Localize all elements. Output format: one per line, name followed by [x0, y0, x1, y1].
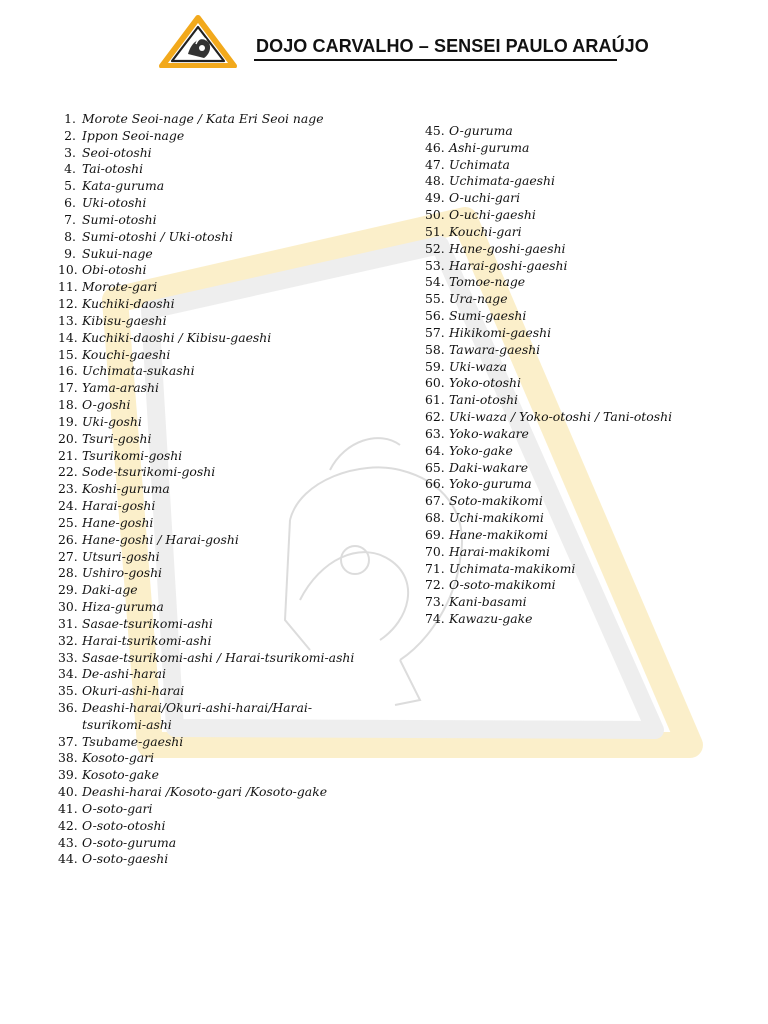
technique-name: O-uchi-gari	[449, 190, 521, 206]
technique-number: 15.	[58, 346, 78, 362]
technique-number: 9.	[64, 245, 76, 261]
technique-number: 59.	[425, 358, 445, 374]
technique-name: Ura-nage	[449, 291, 508, 307]
technique-name: Tsuri-goshi	[82, 430, 152, 446]
technique-number: 72.	[425, 577, 445, 593]
technique-number: 4.	[64, 161, 76, 177]
technique-number: 14.	[58, 329, 78, 345]
technique-number: 27.	[58, 548, 78, 564]
technique-number: 6.	[64, 195, 76, 211]
technique-name: Sode-tsurikomi-goshi	[82, 464, 216, 480]
technique-number: 43.	[58, 834, 78, 850]
technique-name: Okuri-ashi-harai	[82, 683, 185, 699]
technique-number: 35.	[58, 683, 78, 699]
technique-name: Kuchiki-daoshi	[82, 296, 175, 312]
technique-name: Harai-goshi-gaeshi	[449, 257, 568, 273]
technique-name: Obi-otoshi	[82, 262, 147, 278]
technique-number: 47.	[425, 156, 445, 172]
technique-number: 36.	[58, 699, 78, 715]
technique-name: Hane-goshi-gaeshi	[449, 240, 566, 256]
technique-number: 56.	[425, 308, 445, 324]
technique-number: 20.	[58, 430, 78, 446]
technique-number: 1.	[64, 111, 76, 126]
technique-number: 63.	[425, 425, 445, 441]
technique-number: 48.	[425, 173, 445, 189]
technique-number: 41.	[58, 800, 78, 816]
technique-number: 7.	[64, 211, 76, 227]
technique-name: Kuchiki-daoshi / Kibisu-gaeshi	[82, 329, 272, 345]
technique-number: 60.	[425, 375, 445, 391]
technique-name: Sasae-tsurikomi-ashi	[82, 615, 213, 631]
technique-name: Harai-goshi	[82, 498, 156, 514]
technique-name: Uchi-makikomi	[449, 510, 544, 526]
technique-name: Tawara-gaeshi	[449, 341, 541, 357]
technique-number: 57.	[425, 324, 445, 340]
technique-name: Kani-basami	[449, 594, 527, 610]
technique-name: O-soto-otoshi	[82, 817, 166, 833]
technique-name: Uki-waza / Yoko-otoshi / Tani-otoshi	[449, 409, 673, 425]
technique-number: 58.	[425, 341, 445, 357]
technique-name: Kata-guruma	[82, 178, 165, 194]
technique-number: 64.	[425, 442, 445, 458]
technique-name: Deashi-harai/Okuri-ashi-harai/Harai-tsurikomi-ashi	[82, 699, 313, 732]
technique-number: 21.	[58, 447, 78, 463]
technique-number: 74.	[425, 611, 445, 627]
technique-number: 70.	[425, 543, 445, 559]
technique-name: O-guruma	[449, 123, 513, 138]
technique-number: 37.	[58, 733, 78, 749]
technique-number: 26.	[58, 531, 78, 547]
technique-number: 66.	[425, 476, 445, 492]
technique-name: Morote Seoi-nage / Kata Eri Seoi nage	[82, 111, 324, 126]
technique-number: 42.	[58, 817, 78, 833]
technique-number: 65.	[425, 459, 445, 475]
technique-number: 39.	[58, 767, 78, 783]
technique-name: Seoi-otoshi	[82, 144, 152, 160]
technique-name: Uchimata-gaeshi	[449, 173, 555, 189]
technique-name: Hiza-guruma	[82, 599, 164, 615]
technique-number: 32.	[58, 632, 78, 648]
technique-name: Daki-wakare	[449, 459, 529, 475]
technique-name: Sumi-gaeshi	[449, 308, 527, 324]
technique-name: Kosoto-gari	[82, 750, 155, 766]
technique-number: 52.	[425, 240, 445, 256]
technique-number: 25.	[58, 514, 78, 530]
technique-name: Tsubame-gaeshi	[82, 733, 184, 749]
technique-number: 19.	[58, 413, 78, 429]
technique-number: 28.	[58, 565, 78, 581]
technique-name: Hane-makikomi	[449, 526, 548, 542]
document-header	[158, 14, 649, 70]
technique-name: O-uchi-gaeshi	[449, 207, 536, 223]
technique-number: 45.	[425, 123, 445, 138]
technique-number: 8.	[64, 228, 76, 244]
technique-name: Kawazu-gake	[449, 611, 533, 627]
technique-number: 13.	[58, 312, 78, 328]
technique-name: O-soto-makikomi	[449, 577, 556, 593]
technique-number: 68.	[425, 510, 445, 526]
technique-number: 73.	[425, 594, 445, 610]
technique-name: Yama-arashi	[82, 380, 159, 396]
technique-name: Harai-makikomi	[449, 543, 550, 559]
technique-number: 18.	[58, 397, 78, 413]
technique-name: Sumi-otoshi / Uki-otoshi	[82, 228, 233, 244]
technique-number: 17.	[58, 380, 78, 396]
dojo-triangle-judoka-logo-icon	[158, 14, 238, 68]
technique-number: 51.	[425, 223, 445, 239]
technique-number: 12.	[58, 296, 78, 312]
technique-number: 29.	[58, 582, 78, 598]
technique-name: Tani-otoshi	[449, 392, 519, 408]
technique-name: Ashi-guruma	[449, 139, 530, 155]
technique-name: Tai-otoshi	[82, 161, 144, 177]
technique-name: Hane-goshi	[82, 514, 154, 530]
technique-name: Deashi-harai /Kosoto-gari /Kosoto-gake	[82, 784, 328, 800]
technique-name: Hane-goshi / Harai-goshi	[82, 531, 239, 547]
technique-number: 69.	[425, 526, 445, 542]
title-underline	[254, 59, 617, 61]
page-title: DOJO CARVALHO – SENSEI PAULO ARAÚJO	[256, 36, 649, 56]
technique-name: Uki-waza	[449, 358, 508, 374]
technique-number: 71.	[425, 560, 445, 576]
technique-name: Kibisu-gaeshi	[82, 312, 167, 328]
technique-number: 11.	[58, 279, 78, 295]
technique-number: 62.	[425, 409, 445, 425]
technique-name: O-goshi	[82, 397, 131, 413]
technique-name: Soto-makikomi	[449, 493, 543, 509]
technique-number: 5.	[64, 178, 76, 194]
technique-number: 54.	[425, 274, 445, 290]
technique-name: Morote-gari	[82, 279, 158, 295]
technique-number: 2.	[64, 127, 76, 143]
technique-number: 44.	[58, 851, 78, 867]
technique-number: 3.	[64, 144, 76, 160]
technique-number: 30.	[58, 599, 78, 615]
technique-name: Utsuri-goshi	[82, 548, 160, 564]
technique-name: O-soto-gaeshi	[82, 851, 169, 867]
technique-name: Kouchi-gaeshi	[82, 346, 171, 362]
technique-name: Ushiro-goshi	[82, 565, 163, 581]
technique-number: 49.	[425, 190, 445, 206]
technique-number: 38.	[58, 750, 78, 766]
technique-name: Uki-otoshi	[82, 195, 147, 211]
technique-name: Uchimata-makikomi	[449, 560, 576, 576]
technique-name: Ippon Seoi-nage	[82, 127, 185, 143]
technique-name: Yoko-gake	[449, 442, 513, 458]
technique-number: 53.	[425, 257, 445, 273]
technique-number: 50.	[425, 207, 445, 223]
technique-number: 23.	[58, 481, 78, 497]
technique-name: O-soto-guruma	[82, 834, 177, 850]
technique-name: Hikikomi-gaeshi	[449, 324, 552, 340]
technique-name: Yoko-otoshi	[449, 375, 521, 391]
technique-number: 24.	[58, 498, 78, 514]
technique-name: Sukui-nage	[82, 245, 153, 261]
technique-name: Uchimata-sukashi	[82, 363, 195, 379]
technique-name: De-ashi-harai	[82, 666, 166, 682]
technique-name: Sumi-otoshi	[82, 211, 157, 227]
technique-number: 46.	[425, 139, 445, 155]
technique-name: Harai-tsurikomi-ashi	[82, 632, 212, 648]
technique-number: 22.	[58, 464, 78, 480]
technique-name: Kosoto-gake	[82, 767, 159, 783]
technique-name: O-soto-gari	[82, 800, 153, 816]
technique-name: Tomoe-nage	[449, 274, 526, 290]
technique-name: Tsurikomi-goshi	[82, 447, 183, 463]
technique-name: Sasae-tsurikomi-ashi / Harai-tsurikomi-ashi	[82, 649, 355, 665]
technique-number: 61.	[425, 392, 445, 408]
technique-number: 34.	[58, 666, 78, 682]
technique-number: 40.	[58, 784, 78, 800]
technique-name: Kouchi-gari	[449, 223, 522, 239]
technique-name: Yoko-guruma	[449, 476, 532, 492]
technique-name: Uki-goshi	[82, 413, 142, 429]
technique-number: 31.	[58, 615, 78, 631]
technique-name: Daki-age	[82, 582, 138, 598]
technique-name: Yoko-wakare	[449, 425, 529, 441]
technique-number: 33.	[58, 649, 78, 665]
technique-name: Uchimata	[449, 156, 510, 172]
technique-name: Koshi-guruma	[82, 481, 170, 497]
technique-number: 67.	[425, 493, 445, 509]
technique-number: 16.	[58, 363, 78, 379]
technique-number: 55.	[425, 291, 445, 307]
technique-number: 10.	[58, 262, 78, 278]
